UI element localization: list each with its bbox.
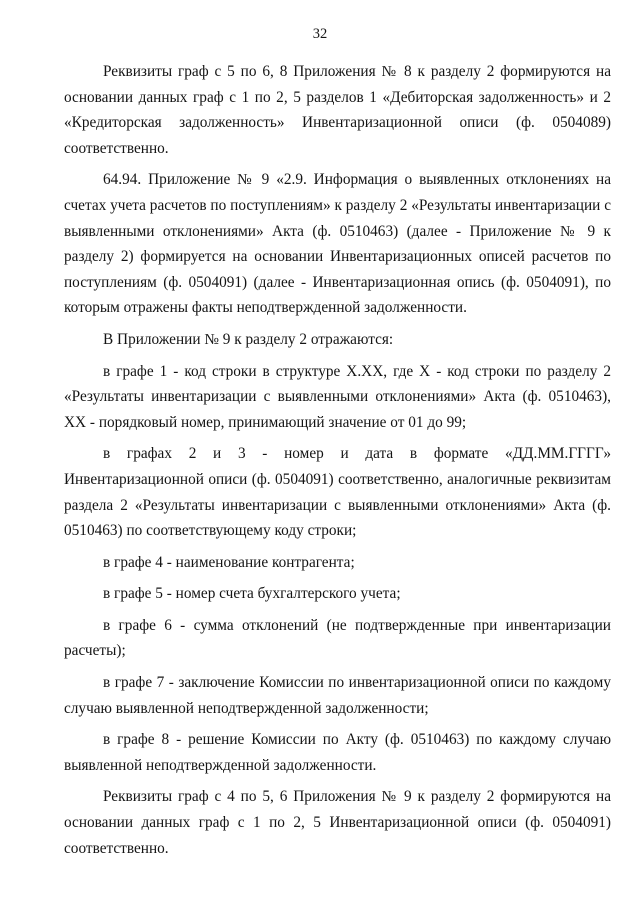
paragraph-column-7: в графе 7 - заключение Комиссии по инвентаризационной описи по каждому случаю выявленной неподтвержденной задолженности; xyxy=(64,674,611,717)
paragraph-columns-2-3: в графах 2 и 3 - номер и дата в формате «ДД.ММ.ГГГГ» Инвентаризационной описи (ф. 0504091) соответственно, аналогичные реквизитам раздела 2 «Результаты инвентаризации с выявленными отклонениями» Акта (ф. 0510463) по соответствующему коду строки; xyxy=(64,445,611,540)
page-number: 32 xyxy=(312,26,328,42)
paragraph-clause-64-94: 64.94. Приложение № 9 «2.9. Информация о выявленных отклонениях на счетах учета расчетов по поступлениям» к разделу 2 «Результаты инвентаризации с выявленными отклонениями» Акта (ф. 0510463) (далее - Приложение № 9 к разделу 2) формируется на основании Инвентаризационных описей расчетов по поступлениям (ф. 0504091) (далее - Инвентаризационная опись (ф. 0504091), по которым отражены факты неподтвержденной задолженности. xyxy=(64,171,611,317)
paragraph-requisites-appendix-8: Реквизиты граф с 5 по 6, 8 Приложения № 8 к разделу 2 формируются на основании данных граф с 1 по 2, 5 разделов 1 «Дебиторская задолженность» и 2 «Кредиторская задолженность» Инвентаризационной описи (ф. 0504089) соответственно. xyxy=(64,63,611,157)
paragraph-column-6: в графе 6 - сумма отклонений (не подтвержденные при инвентаризации расчеты); xyxy=(64,616,611,660)
paragraph-appendix-9-intro: В Приложении № 9 к разделу 2 отражаются: xyxy=(103,330,394,348)
document-body xyxy=(64,59,611,861)
paragraph-column-4: в графе 4 - наименование контрагента; xyxy=(103,553,355,571)
paragraph-column-5: в графе 5 - номер счета бухгалтерского учета; xyxy=(103,585,401,603)
paragraph-requisites-appendix-9: Реквизиты граф с 4 по 5, 6 Приложения № 9 к разделу 2 формируются на основании данных граф с 1 по 2, 5 Инвентаризационной описи (ф. 0504091) соответственно. xyxy=(64,788,611,857)
paragraph-column-8: в графе 8 - решение Комиссии по Акту (ф. 0510463) по каждому случаю выявленной неподтвержденной задолженности. xyxy=(64,731,611,774)
paragraph-column-1: в графе 1 - код строки в структуре X.XX, где X - код строки по разделу 2 «Результаты инвентаризации с выявленными отклонениями» Акта (ф. 0510463), XX - порядковый номер, принимающий значение от 01 до 99; xyxy=(64,362,611,431)
